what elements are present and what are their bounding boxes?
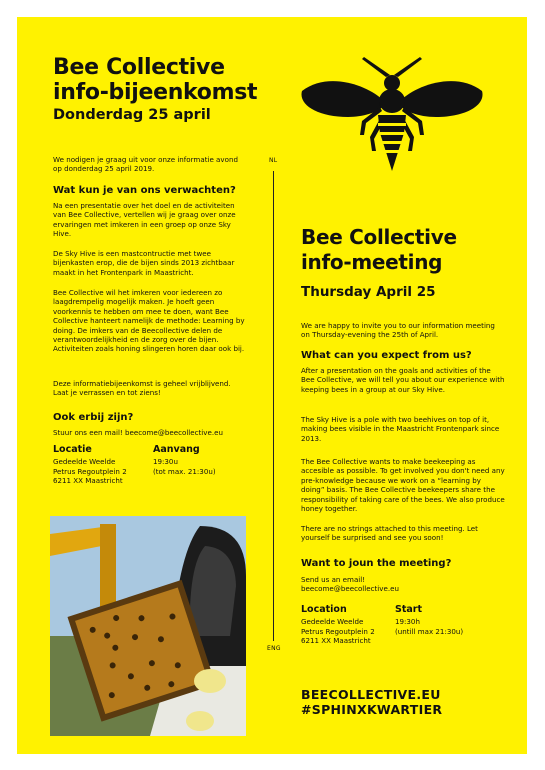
poster (17, 17, 527, 754)
en-time (395, 605, 463, 636)
nl-location-line: 6211 XX Maastricht (53, 476, 123, 486)
nl-expect-heading: Wat kun je van ons verwachten? (53, 185, 236, 196)
nl-intro: We nodigen je graag uit voor onze informatie avond op donderdag 25 april 2019. (53, 155, 238, 174)
en-location-line: Gedeelde Weelde (301, 617, 364, 627)
date-en: Thursday April 25 (301, 284, 436, 300)
nl-time-heading: Aanvang (153, 444, 200, 455)
footer (301, 687, 442, 717)
title-en-line2: info-meeting (301, 250, 443, 274)
en-time-line: 19:30h (395, 617, 420, 627)
en-time-line: (untill max 21:30u) (395, 626, 464, 636)
title-nl-line2: info-bijeenkomst (53, 80, 258, 105)
beekeeper-illustration (50, 516, 246, 736)
title-nl (53, 55, 257, 105)
nl-time-line: (tot max. 21:30u) (153, 466, 216, 476)
footer-hashtag: #SPHINXKWARTIER (301, 702, 443, 717)
nl-expect-p2: De Sky Hive is een mastcontructie met twee bijenkasten erop, die de bijen sinds 2013 zichtbaar maakt in het Frontenpark in Maastricht. (53, 249, 235, 277)
nl-time (153, 445, 216, 476)
nl-expect-p4: Deze informatiebijeenkomst is geheel vrijblijvend. Laat je verrassen en tot ziens! (53, 379, 231, 398)
en-location-line: Petrus Regoutplein 2 (301, 626, 375, 636)
title-nl-line1: Bee Collective (53, 55, 225, 80)
nl-location-heading: Locatie (53, 444, 92, 455)
divider (273, 171, 274, 641)
en-intro: We are happy to invite you to our information meeting on Thursday-evening the 25th of April. (301, 321, 495, 340)
en-expect-p3: The Bee Collective wants to make beekeeping as accesible as possible. To get involved you don't need any pre-knowledge because we work on a “learning by doing” basis. The Bee Collective beekeepers share the responsibility of taking care of the bees. We also produce honey together. (301, 457, 505, 514)
nl-expect-p3: Bee Collective wil het imkeren voor iedereen zo laagdrempelig mogelijk maken. Je hoeft geen voorkennis te hebben om mee te doen, want Bee Collective hanteert namelijk de methode: Learning by doing. De imkers van de Beecollective delen de verantwoordelijkheid en de zorg over de bijen. Activiteiten zoals honing slingeren horen daar ook bij. (53, 288, 245, 354)
title-en-line1: Bee Collective (301, 225, 457, 249)
nl-join-heading: Ook erbij zijn? (53, 412, 134, 423)
beekeeper-photo (50, 516, 246, 736)
bee-icon (298, 55, 486, 173)
date-nl: Donderdag 25 april (53, 107, 211, 123)
en-location-line: 6211 XX Maastricht (301, 636, 371, 646)
en-expect-p4: There are no strings attached to this meeting. Let yourself be surprised and see you soon! (301, 524, 478, 543)
footer-website[interactable]: BEECOLLECTIVE.EU (301, 687, 441, 702)
en-time-heading: Start (395, 604, 423, 615)
en-join-line: Send us an email! (301, 575, 366, 584)
lang-label-nl: NL (269, 157, 278, 164)
en-join-heading: Want to joun the meeting? (301, 558, 452, 569)
nl-location-line: Petrus Regoutplein 2 (53, 466, 127, 476)
nl-expect-p1: Na een presentatie over het doel en de activiteiten van Bee Collective, vertellen wij je graag over onze ervaringen met imkeren in een groep op onze Sky Hive. (53, 201, 236, 239)
nl-time-line: 19:30u (153, 457, 178, 467)
en-expect-heading: What can you expect from us? (301, 350, 472, 361)
en-join-text (301, 575, 501, 594)
en-join-line: beecome@beecollective.eu (301, 584, 399, 594)
nl-join-text: Stuur ons een mail! beecome@beecollective.eu (53, 428, 223, 437)
lang-label-en: ENG (267, 645, 281, 652)
en-expect-p1: After a presentation on the goals and activities of the Bee Collective, we will tell you about our experience with keeping bees in a group at our Sky Hive. (301, 366, 505, 394)
nl-location (53, 445, 127, 486)
en-location-heading: Location (301, 604, 347, 615)
en-expect-p2: The Sky Hive is a pole with two beehives on top of it, making bees visible in the Maastricht Frontenpark since 2013. (301, 415, 500, 443)
en-location (301, 605, 375, 646)
title-en (301, 225, 457, 275)
nl-location-line: Gedeelde Weelde (53, 457, 116, 467)
